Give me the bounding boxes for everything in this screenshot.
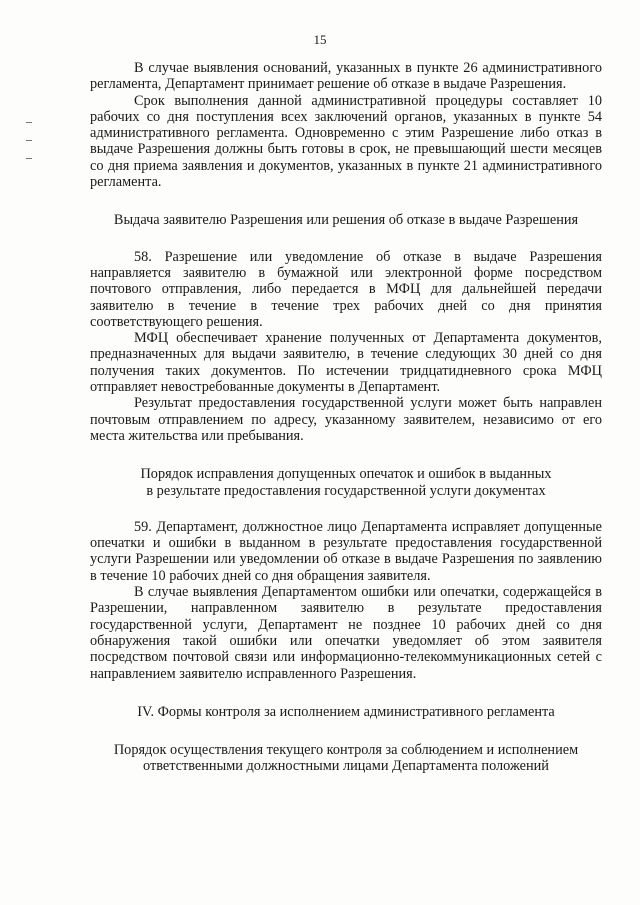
section-heading-corrections	[90, 466, 602, 499]
paragraph-59: 59. Департамент, должностное лицо Департамента исправляет допущенные опечатки и ошибки в выданном в результате предоставления государственной услуги Разрешении или уведомлении об отказе в выдаче Разрешения по заявлению в течение 10 рабочих дней со дня обращения заявителя.	[90, 518, 602, 584]
section-heading-current-control	[90, 742, 602, 775]
margin-mark	[26, 140, 32, 141]
section-heading-current-control-line-1: Порядок осуществления текущего контроля за соблюдением и исполнением	[113, 742, 579, 759]
section-heading-issuance: Выдача заявителю Разрешения или решения об отказе в выдаче Разрешения	[113, 212, 579, 229]
section-heading-corrections-line-2: в результате предоставления государственной услуги документах	[146, 482, 546, 499]
section-heading-current-control-line-2: ответственными должностными лицами Департамента положений	[143, 758, 549, 775]
paragraph-procedure-term: Срок выполнения данной административной процедуры составляет 10 рабочих со дня поступления всех заключений органов, указанных в пункте 54 административного регламента. Одновременно с этим Разрешение либо отказ в выдаче Разрешения должны быть готовы в срок, не превышающий шести месяцев со дня приема заявления и документов, указанных в пункте 21 административного регламента.	[90, 92, 602, 191]
paragraph-58: 58. Разрешение или уведомление об отказе в выдаче Разрешения направляется заявителю в бумажной или электронной форме посредством почтового отправления, либо передается в МФЦ для дальнейшей передачи заявителю в течение в течение трех рабочих дней со дня принятия соответствующего решения.	[90, 248, 602, 330]
margin-mark	[26, 158, 32, 159]
paragraph-refusal-grounds: В случае выявления оснований, указанных в пункте 26 административного регламента, Департамент принимает решение об отказе в выдаче Разрешения.	[90, 60, 602, 93]
page-number: 15	[313, 32, 327, 47]
section-heading-corrections-line-1: Порядок исправления допущенных опечаток и ошибок в выданных	[140, 466, 552, 483]
margin-mark	[26, 122, 32, 123]
section-heading-control-forms: IV. Формы контроля за исполнением административного регламента	[137, 703, 555, 720]
paragraph-mfc-storage: МФЦ обеспечивает хранение полученных от Департамента документов, предназначенных для выдачи заявителю, в течение следующих 30 дней со дня получения таких документов. По истечении тридцатидневного срока МФЦ отправляет невостребованные документы в Департамент.	[90, 330, 602, 396]
paragraph-error-notification: В случае выявления Департаментом ошибки или опечатки, содержащейся в Разрешении, направленном заявителю в результате предоставления государственной услуги, Департамент не позднее 10 рабочих дней со дня обнаружения такой ошибки или опечатки уведомляет об этом заявителя посредством почтовой связи или информационно-телекоммуникационных сетей с направлением заявителю исправленного Разрешения.	[90, 584, 602, 682]
document-body	[90, 60, 602, 775]
paragraph-postal-result: Результат предоставления государственной услуги может быть направлен почтовым отправлением по адресу, указанному заявителем, независимо от его места жительства или пребывания.	[90, 395, 602, 444]
